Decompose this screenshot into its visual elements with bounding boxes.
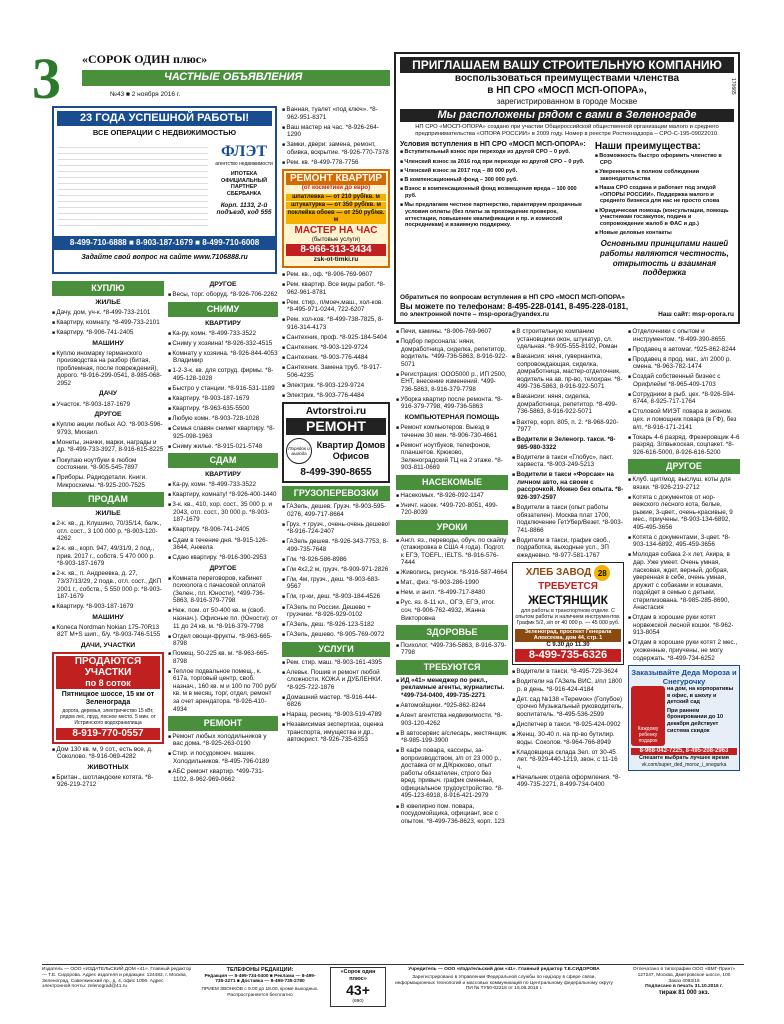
sro-advantage: ■ Возможность быстро оформить членство в СРО xyxy=(595,153,734,166)
list-item: ■ Ремонт любых холодильников у вас дома. *8-925-263-0190 xyxy=(168,733,278,748)
list-item: ■ Агент агентства недвижимости. *8-903-120-4262 xyxy=(396,712,508,727)
list-item: ■ ГАЗель, дешево. *8-905-769-0972 xyxy=(282,631,390,639)
list-item: ■ Сдам в течение дня. *8-915-126-3644, Анжела xyxy=(168,537,278,552)
list-item: ■ Сниму у хозяина! *8-926-332-4515 xyxy=(168,340,278,348)
list-item: ■ Водители в такси «Форсаж» на личном авто, на своем с рассрочкой. Можно без опыта. *8-926-397-2597 xyxy=(512,471,624,501)
list-item: ■ Г/м, гр-ки, деш. *8-903-184-4526 xyxy=(282,593,390,601)
sro-motto: Основными принципами нашей работы являются честность, открытость и взаимная поддержка xyxy=(600,239,729,278)
list-item: ■ Нем. и англ. *8-499-717-8480 xyxy=(396,589,508,597)
list-item: ■ Ка-ру, комн. *8-499-733-3522 xyxy=(168,330,278,338)
list-item: ■ Г/м 4х2,2 м, грузч. *8-909-971-2826 xyxy=(282,566,390,574)
page-number: 3 xyxy=(32,46,61,111)
subcat-other: ДРУГОЕ xyxy=(209,281,237,288)
list-item: ■ В автосервис а/слесарь, жестянщик. *8-985-199-3900 xyxy=(396,730,508,745)
sro-contact2: Вы можете по телефонам: 8-495-228-0141, 8-495-228-0181, xyxy=(400,301,629,311)
list-item: ■ 3-к. кв., 410, хор. сост., 35 000 р. и 2043, отл. сост., 30 000 р. *8-903-187-1679 xyxy=(168,501,278,524)
avtor-ad-badge: Порядок и выгода xyxy=(286,438,312,464)
list-item: ■ АБС ремонт квартир. *499-731-1102, 8-962-969-0662 xyxy=(168,768,278,783)
avtor-ad-lines: Квартир Домов Офисов xyxy=(316,440,386,462)
footer-printer: Отпечатано в типографии ООО «ВМГ-Принт» 127247, Москва, Дмитровское шоссе, 100 xyxy=(632,967,736,978)
realty-ad xyxy=(52,106,277,274)
list-item: ■ Квартиру. *8-906-741-2405 xyxy=(52,329,164,337)
list-item: ■ Рем. стир. маш. *8-903-161-4395 xyxy=(282,659,390,667)
list-item: ■ Вакансии: няня, сиделка, домработница, репетитор. *8-499-736-5863, 8-916-922-5071 xyxy=(512,393,624,416)
list-item: ■ ГАЗель дешев. *8-926-343-7753, 8-499-735-7648 xyxy=(282,538,390,553)
list-item: ■ Водители в Зеленогр. такси. *8-985-980-3322 xyxy=(512,436,624,451)
list-item: ■ Рем. кв., оф. *8-906-769-9607 xyxy=(282,271,390,279)
sro-code: 170665 xyxy=(730,78,736,95)
list-item: ■ Покупаю ноутбуки в любом состоянии. *8-905-545-7897 xyxy=(52,457,164,472)
list-item: ■ Насекомых. *8-926-092-1147 xyxy=(396,492,508,500)
repair-ad-sub: (от косметики до евро) xyxy=(301,185,371,192)
list-item: ■ Ванная, туалет «под ключ». *8-962-951-8371 xyxy=(282,106,390,121)
list-item: ■ Вакансия: няня, гувернантка, сопровождающая, сиделка, домработница, мастер-отделочник, водитель на ав. пр-во, телохран. *8-499-736-5863, 8-916-922-5071 xyxy=(512,353,624,391)
list-item: ■ Клуб. щит/мод. выслуш. коты для вязки. *8-926-219-2712 xyxy=(628,476,740,491)
avtorstroi-ad xyxy=(282,402,390,483)
avtor-ad-site: Avtorstroi.ru xyxy=(305,406,367,418)
list-item: ■ Ка-ру, комн. *8-499-733-3522 xyxy=(168,481,278,489)
santa-ad xyxy=(628,665,740,771)
price-list xyxy=(58,142,208,230)
footer-phones: Редакция — 8-499-734-0400 ■ Реклама — 8-499-735-2271 ■ Доставка — 8-499-735-2780 xyxy=(204,973,316,985)
list-item: ■ В строительную компанию установщики окон, штукатур, сл. сдельная. *8-905-555-8192, Роман xyxy=(512,328,624,351)
category-cargo: ГРУЗОПЕРЕВОЗКИ xyxy=(282,486,390,501)
list-item: ■ Ваш мастер на час. *8-926-264-1290 xyxy=(282,124,390,139)
list-item: ■ Водители в такси «Глобус», пакт. харвеста. *8-903-249-5213 xyxy=(512,454,624,469)
sro-advantage: ■ Уверенность в полном соблюдении законодательства xyxy=(595,169,734,182)
list-item: ■ Начальник отдела оформления. *8-499-735-2271, 8-499-734-0400 xyxy=(512,774,624,789)
list-item: ■ Квартиру, комнату! *8-926-400-1440 xyxy=(168,491,278,499)
list-item: ■ Независимая экспертиза, оценка транспорта, имущества и др., автоюрист. *8-926-735-6353 xyxy=(282,721,390,744)
sro-contact4: Наш сайт: msp-opora.ru xyxy=(658,311,734,319)
repair-ad-line: поклейка обоев — от 250 руб/кв. м xyxy=(287,209,385,224)
list-item: ■ Квартиру. *8-906-741-2405 xyxy=(168,526,278,534)
list-item: ■ Куплю иномарку германского производства на разбор (битая, проблемная, после повреждений), дорого. *8-916-299-0541, 8-985-068-2952 xyxy=(52,350,164,388)
plots-ad xyxy=(52,652,164,744)
sro-line3: в НП СРО «МОСП МСП-ОПОРА», xyxy=(487,85,647,97)
list-item: ■ Водители в такси. *8-495-729-3624 xyxy=(512,668,624,676)
sro-intro: НП СРО «МОСП-ОПОРА» создано при участии Общероссийской общественной организации малого и среднего предпринимательства «ОПОРА РОССИИ» в 2009 году. Номер в реестре Ростехнадзора – СРО-С-195-09022010. xyxy=(415,124,719,138)
list-item: ■ Любую комн. *8-903-728-1028 xyxy=(168,415,278,423)
list-item: ■ ГАЗель, дешев. Грузч. *8-903-595-0276, 499-717-8664 xyxy=(282,503,390,518)
hleb-phone: 8-499-735-6326 xyxy=(515,649,621,662)
category-repair: РЕМОНТ xyxy=(168,716,278,731)
sro-advantage: ■ Наша СРО создана и работает под эгидой «ОПОРЫ РОССИИ». Поддержка малого и среднего бизнеса для нас не просто слова xyxy=(595,185,734,205)
category-lessons: УРОКИ xyxy=(396,520,508,535)
subcat-dacha: ДАЧУ xyxy=(98,390,118,398)
list-item: ■ Рем. хол-ков. *8-499-738-7825, 8-916-314-4173 xyxy=(282,316,390,331)
subcat-other: ДРУГОЕ xyxy=(94,411,122,419)
sro-condition: ■ Вступительный взнос при переходе из другой СРО – 0 руб. xyxy=(400,149,589,156)
subcat-housing: ЖИЛЬЕ xyxy=(95,298,121,306)
issue-line: №43 ■ 2 ноября 2016 г. xyxy=(110,91,181,98)
list-item: ■ Электрик. *8-903-129-9724 xyxy=(282,382,390,390)
hleb-address: Зеленоград, проспект Генерала Алексеева, дом 44, стр. 1 xyxy=(515,629,621,642)
page-footer xyxy=(42,964,744,1018)
list-item: ■ Водители на ГАЗель ВИС, з/пл 1800 р. в день. *8-916-424-4184 xyxy=(512,678,624,693)
list-item: ■ Британ., шотландские котята. *8-926-219-2712 xyxy=(52,774,164,789)
hleb-role: ЖЕСТЯНЩИК xyxy=(528,593,608,608)
list-item: ■ Мат., физ. *8-903-286-1990 xyxy=(396,579,508,587)
list-item: ■ 2-к. кв., д. Клушино, 70/35/14, балк., отл. сост., 3 100 000 р. *8-903-120-4262 xyxy=(52,520,164,543)
realty-ad-subtitle: ВСЕ ОПЕРАЦИИ С НЕДВИЖИМОСТЬЮ xyxy=(92,128,237,138)
list-item: ■ Печи, камины. *8-906-769-9607 xyxy=(396,328,508,336)
column-4 xyxy=(396,328,508,962)
sro-condition: ■ Членский взнос за 2017 год – 80 000 руб. xyxy=(400,168,589,175)
footer-reception: ПРИЕМ ЗВОНКОВ с 9.00 до 18.00, кроме выходных. Распространяется бесплатно xyxy=(201,987,319,998)
footer-issue-number: (690) xyxy=(352,998,364,1004)
footer-registration: Зарегистрировано в Управлении Федеральной службы по надзору в сфере связи, информационных технологий и массовых коммуникаций по Центральному федеральному округу ПИ № ТУ50-02218 от 16.06.2016 г. xyxy=(395,974,613,992)
column-6 xyxy=(628,328,740,962)
sro-ad xyxy=(394,52,740,324)
list-item: ■ Квартиру. *8-903-187-1679 xyxy=(52,603,164,611)
list-item: ■ Англ. яз., переводы, обуч. по скайпу (стажировка в США 4 года). Подгот. к ЕГЭ, TOEFL, IELTS. *8-916-576-7444 xyxy=(396,537,508,567)
list-item: ■ Сниму жилье. *8-915-021-5748 xyxy=(168,443,278,451)
list-item: ■ ГАЗель, деш. *8-926-123-5182 xyxy=(282,621,390,629)
list-item: ■ Сдаю квартиру. *8-916-390-2953 xyxy=(168,554,278,562)
santa-title: Заказывайте Деда Мороза и Снегурочку xyxy=(631,668,737,687)
list-item: ■ Теплое подвальное помещ., к. 617а, торговый центр, своб. назнач., 160 кв. м и 100 по 700 руб/кв. м в месяц, торг, отдел, ремонт за счет арендатора. *8-926-410-4934 xyxy=(168,668,278,713)
hleb-ad xyxy=(512,562,624,665)
list-item: ■ Продавец в прод. маг., з/п 2000 р. смена. *8-963-782-1474 xyxy=(628,356,740,371)
footer-order: Заказ 4093/16 xyxy=(668,978,700,984)
list-item: ■ Продавец в автомаг. *925-862-8244 xyxy=(628,346,740,354)
list-item: ■ Квартиру, комнату. *8-499-733-2101 xyxy=(52,319,164,327)
sro-line2: воспользоваться преимуществами членства xyxy=(454,73,680,85)
list-item: ■ Создай собственный бизнес с Орифлейм! *8-965-409-1703 xyxy=(628,373,740,388)
subcat-computer-help: КОМПЬЮТЕРНАЯ ПОМОЩЬ xyxy=(404,413,500,421)
list-item: ■ Домашний мастер. *8-916-444-6826 xyxy=(282,694,390,709)
list-item: ■ Дачу, дом, уч-к. *8-499-733-2101 xyxy=(52,309,164,317)
column-1 xyxy=(52,278,164,962)
list-item: ■ Помещ. 50-225 кв. м. *8-963-665-8798 xyxy=(168,650,278,665)
list-item: ■ Уборка квартир после ремонта. *8-916-379-7798, 499-736-5863 xyxy=(396,396,508,411)
repair-ad-master-sub: (бытовые услуги) xyxy=(311,237,361,244)
category-services: УСЛУГИ xyxy=(282,642,390,657)
sro-title: ПРИГЛАШАЕМ ВАШУ СТРОИТЕЛЬНУЮ КОМПАНИЮ xyxy=(400,57,734,73)
plots-ad-text1: Пятницкое шоссе, 15 км от Зеленограда xyxy=(61,690,155,707)
repair-ad xyxy=(282,169,390,268)
list-item: ■ В ювелирно пом. повара, посудомойщика, официант, все с опытом. *8-499-736-8623, корп. 123 xyxy=(396,803,508,826)
list-item: ■ В кафе повара, кассиры, за-вопроизводством, з/п от 23 000 р., доставка от м.Д/Крюково, опыт работы обязателен, строго без вред. привыч. график сменный, официальное трудоустройство. *8-495-123-6918, 8-916-421-2979 xyxy=(396,747,508,800)
list-item: ■ Электрик. *8-903-776-4484 xyxy=(282,392,390,400)
santa-badge: Каждому ребенку подарок xyxy=(631,686,665,746)
list-item: ■ Рем. квартир. Все виды работ. *8-962-961-8781 xyxy=(282,281,390,296)
footer-circulation: тираж 81 000 экз. xyxy=(658,990,710,996)
sro-contact3: по электронной почте – msp-opora@yandex.ru xyxy=(400,311,549,319)
hleb-number: 28 xyxy=(594,565,610,581)
sro-line5: Мы расположены рядом с вами в Зеленограде xyxy=(400,109,734,122)
realty-ad-title: 23 ГОДА УСПЕШНОЙ РАБОТЫ! xyxy=(57,111,272,126)
footer-signed: Подписано в печать 31.10.2016 г. xyxy=(645,984,723,990)
list-item: ■ Колеса Nordman Nokian 175-70R13 82T M+S шип., б/у. *8-903-746-5155 xyxy=(52,624,164,639)
realty-brand: ФЛЭТ xyxy=(221,143,267,160)
list-item: ■ 2-к. кв., корп. 947, 49/31/9, 2 под., прив. 2017 г., собств. 5 470 000 р. *8-903-187-1679 xyxy=(52,545,164,568)
list-item: ■ Приборы. Радиодетали. Книги. Микросхемы. *8-925-200-7525 xyxy=(52,474,164,489)
avtor-ad-phone: 8-499-390-8655 xyxy=(300,467,372,479)
list-item: ■ Неж. пом. от 50-400 кв. м (своб. назнач.). Офисные пл. (Юности): от 11 до 24 кв. м. *8-916-379-7798 xyxy=(168,607,278,630)
subcat-other: ДРУГОЕ xyxy=(209,564,237,572)
hleb-required: ТРЕБУЕТСЯ xyxy=(538,581,598,593)
section-title: ЧАСТНЫЕ ОБЪЯВЛЕНИЯ xyxy=(82,70,390,86)
sro-advantage: ■ Юридическая помощь (консультации, помощь участникам госзакупок, подача и сопровождение жалоб в ФАС и др.) xyxy=(595,208,734,228)
list-item: ■ Рем. кв. *8-499-778-7756 xyxy=(282,159,390,167)
list-item: ■ Отделочники с опытом и инструментом. *8-499-390-8655 xyxy=(628,328,740,343)
list-item: ■ Рус. яз. 8-11 кл., ОГЭ, ЕГЭ, итог. соч. *8-906-762-4932, Жанна Викторовна xyxy=(396,599,508,622)
subcat-animals: ЖИВОТНЫХ xyxy=(87,763,129,771)
list-item: ■ Семья славян снимет квартиру. *8-925-098-1963 xyxy=(168,425,278,440)
category-rent-in: СНИМУ xyxy=(168,302,278,317)
category-sell: ПРОДАМ xyxy=(52,492,164,507)
sro-condition: ■ Членский взнос за 2016 год при переходе из другой СРО – 0 руб. xyxy=(400,159,589,166)
list-item: ■ Сотрудники в рыб. цех. *8-926-594-6744, 8-925-717-1764 xyxy=(628,391,740,406)
repair-ad-phone: 8-966-313-3434 xyxy=(286,244,386,256)
list-item: ■ Г/м. *8-926-586-8986 xyxy=(282,556,390,564)
list-item: ■ Груз. + грузч., очень-очень дешево! *8-916-724-2407 xyxy=(282,521,390,536)
list-item: ■ Сантехник. *8-903-129-9724 xyxy=(282,344,390,352)
list-item: ■ ГАЗель по России. Дешево + грузчики. *8-926-929-0102 xyxy=(282,604,390,619)
category-health: ЗДОРОВЬЕ xyxy=(396,625,508,640)
list-item: ■ Вахтер, корп. 805, п. 2. *8-968-920-7977 xyxy=(512,419,624,434)
sro-conditions-title: Условия вступления в НП СРО «МОСП МСП-ОПОРА»: xyxy=(400,141,586,149)
realty-partner: ИПОТЕКА ОФИЦИАЛЬНЫЙ ПАРТНЕР СБЕРБАНКА xyxy=(220,171,268,197)
list-item: ■ Ремонт компьютеров. Выезд в течение 30 мин. *8-906-730-4661 xyxy=(396,424,508,439)
list-item: ■ Сантехник, проф. *8-925-184-5404 xyxy=(282,334,390,342)
list-item: ■ Уничт. насек. *499-720-8051, 499-720-8039 xyxy=(396,502,508,517)
list-item: ■ Наращ. ресниц. *8-903-519-4789 xyxy=(282,711,390,719)
list-item: ■ Участок. *8-903-187-1679 xyxy=(52,401,164,409)
list-item: ■ ИД «41» менеджер по рекл., рекламные агенты, журналисты. *499-734-0400, 499-735-2271 xyxy=(396,677,508,700)
repair-ad-line: штукатурка — от 350 руб/кв. м xyxy=(286,202,386,209)
category-other: ДРУГОЕ xyxy=(628,459,740,474)
repair-ad-master: МАСТЕР НА ЧАС xyxy=(294,225,378,237)
santa-site: vk.com/super_ded_moroz_i_snegurka xyxy=(641,761,727,768)
avtor-ad-title: РЕМОНТ xyxy=(286,418,386,435)
list-item: ■ Водители в такси, график своб., подработка, выходные усл., ЗП ежедневно. *8-977-581-1767 xyxy=(512,537,624,560)
list-item: ■ Быстро у станции. *8-916-531-1189 xyxy=(168,385,278,393)
repair-ad-title: РЕМОНТ КВАРТИР xyxy=(286,173,386,185)
list-item: ■ Отдам в хорошие руки котят 2 мес., ухоженные, приучены, не могу содержать. *8-499-734-6252 xyxy=(628,639,740,662)
list-item: ■ 1-2-3-к. кв. для сотруд. фирмы. *8-495-128-1028 xyxy=(168,367,278,382)
plots-ad-phone: 8-919-770-0557 xyxy=(56,728,160,740)
footer-title-box: «Сорок один плюс» xyxy=(340,969,376,982)
list-item: ■ Молодая собака 2-х лет, Акира, в дар. Уже умеет. Очень умная, ласковая, ждет, верный, добрая, уверенная в себе, очень умная, дружит с собаками и кошками, подойдет в семью с детьми, стерилизована. *8-985-285-8690, Анастасия xyxy=(628,551,740,611)
publication-name: «СОРОК ОДИН плюс» xyxy=(82,52,208,66)
subcat-car: МАШИНУ xyxy=(92,613,124,621)
subcat-housing: ЖИЛЬЕ xyxy=(95,510,121,518)
repair-ad-line: шпатлевка — от 210 руб/кв. м xyxy=(286,194,386,201)
footer-founder: Учредитель — ООО «Издательский дом «41». Главный редактор Т.Е.СИДОРОВА xyxy=(408,967,600,972)
plots-ad-subtitle: по 8 соток xyxy=(56,678,160,689)
subcat-apartment: КВАРТИРУ xyxy=(205,319,241,327)
sro-condition: ■ В компенсационный фонд – 300 000 руб. xyxy=(400,177,589,184)
repair-ad-site: zsk-ot-timki.ru xyxy=(313,256,359,264)
list-item: ■ Психолог. *499-736-5863, 8-916-379-7798 xyxy=(396,642,508,657)
list-item: ■ Дом 130 кв. м, 9 сот., есть все, д. Соколово. *8-916-069-4282 xyxy=(52,746,164,761)
list-item: ■ Кладовщица склада Зел. от 30-45 лет. *8-929-440-1219, звон. с 11-16 ч. xyxy=(512,749,624,772)
list-item: ■ Автомойщики. *925-862-8244 xyxy=(396,702,508,710)
list-item: ■ 2-к. кв., п. Андреевка, д. 27, 73/37/13/29, 2 подв., отл. сост., ДКП 2001 г., собств., 5 550 000 р. *8-903-187-1679 xyxy=(52,570,164,600)
footer-publisher: Издатель — ООО «ИЗДАТЕЛЬСКИЙ ДОМ «41». Главный редактор — Т.Е. Сидорова. Адрес издателя и редакции: 124482, г. Москва, Зеленоград, Савелкинский пр., д. 4, офис 1006. Адрес электронной почты: zelenograd@41.ru xyxy=(42,967,192,990)
category-wanted: ТРЕБУЮТСЯ xyxy=(396,660,508,675)
hleb-text: для работы в транспортном отделе. С опытом работы и наличием инструментов. График 5/2, з/п от 40 000 р. — 45 000 руб. xyxy=(515,607,621,627)
sro-advantages-title: Наши преимущества: xyxy=(594,141,701,153)
list-item: ■ Водители в такси (опыт работы обязателен). Москва плат 1700, подключение ГетУбер/Везет. *8-903-741-8866 xyxy=(512,504,624,534)
subcat-apartment: КВАРТИРУ xyxy=(205,471,241,479)
sro-advantage: ■ Новые деловые контакты xyxy=(595,230,734,237)
column-2 xyxy=(168,278,278,962)
realty-brand-sub: агентство недвижимости xyxy=(215,161,273,168)
santa-text2: При раннем бронировании до 10 декабря действует система скидок xyxy=(667,707,724,734)
category-insects: НАСЕКОМЫЕ xyxy=(396,475,508,490)
list-item: ■ Котята с документов от нор-вежского лесного кота, белые, рыжие, 3-цвет., очень-красивые, 9 мес., приучены. *8-903-134-6892, 495-495-3656 xyxy=(628,494,740,532)
footer-phones-title: ТЕЛЕФОНЫ РЕДАКЦИИ: xyxy=(226,967,294,973)
realty-phones: 8-499-710-6888 ■ 8-903-187-1679 ■ 8-499-710-6008 xyxy=(54,236,275,250)
sro-condition: ■ Взнос в компенсационный фонд возмещения вреда – 100 000 руб. xyxy=(400,186,589,199)
list-item: ■ Живопись, рисунок. *8-916-587-4664 xyxy=(396,569,508,577)
list-item: ■ Дет. сад №138 «Теремок» (Голубое) срочно Музыкальный руководитель, воспитатель. *8-495-536-2599 xyxy=(512,696,624,719)
list-item: ■ Рем. стир., п/моеч.маш., хол-ков. *8-495-971-0244, 722-6207 xyxy=(282,299,390,314)
column-3 xyxy=(282,106,390,962)
list-item: ■ Женщ. 30-40 л. на пр-во бутилир. воды. Соколов. *8-964-766-8949 xyxy=(512,731,624,746)
santa-footer: Спешите выбрать лучшее время xyxy=(638,755,729,762)
list-item: ■ Сантехник. Замена труб. *8-917-506-4235 xyxy=(282,364,390,379)
list-item: ■ Монеты, значки, марки, награды и др. *8-499-733-3927, 8-916-615-8225 xyxy=(52,439,164,454)
footer-age: 43+ xyxy=(346,982,370,999)
list-item: ■ Стир. и посудомоеч. машин. Холодильников. *8-495-796-0189 xyxy=(168,750,278,765)
hleb-hours: С 9.30 до 11.30 xyxy=(546,641,590,648)
santa-phone: 8-968-042-7225, 8-495-208-2963 xyxy=(631,748,737,755)
santa-text1: на дом, на корпоративы в офис, в школу и детский сад xyxy=(667,686,734,706)
list-item: ■ Г/м, 4м, грузч., деш. *8-903-683-9567 xyxy=(282,576,390,591)
list-item: ■ Квартиру. *8-963-635-5500 xyxy=(168,405,278,413)
hleb-brand: ХЛЕБ ЗАВОД xyxy=(525,567,592,579)
list-item: ■ Сантехник. *8-903-776-4484 xyxy=(282,354,390,362)
list-item: ■ Куплю акции любых АО. *8-903-596-9793, Михаил. xyxy=(52,421,164,436)
list-item: ■ Отдам в хорошие руки котят норвежской лесной кошки. *8-962-913-8054 xyxy=(628,614,740,637)
list-item: ■ Ремонт ноутбуков, телефонов, планшетов. Крюково, Зеленоградский ТЦ на 2 этаже. *8-903-811-0669 xyxy=(396,442,508,472)
list-item: ■ Регистрация: ООО5000 р., ИП 2500, ЕНТ, внесение изменений. *499-736-5863, 8-916-379-7798 xyxy=(396,371,508,394)
category-rent-out: СДАМ xyxy=(168,453,278,468)
column-5 xyxy=(512,328,624,962)
subcat-plots: ДАЧИ, УЧАСТКИ xyxy=(80,641,136,649)
list-item: ■ Комната переговоров, кабинет психолога с пачасовой оплатой (Зелен., пл. Юности). *499-736-5863, 8-916-379-7798 xyxy=(168,575,278,605)
list-item: ■ Подбор персонала: няни, домработница, сиделка, репетитор, водитель. *499-736-5863, 8-916-922-5071 xyxy=(396,338,508,368)
plots-ad-text2: дорога, деревья, электричество 15 кВт, рядом лес, пруд, лесное место. 5 мин. от Истринского водохранилища xyxy=(60,707,156,726)
list-item: ■ Столовой МИЭТ повара в эконом. цех. и помощник повара (в ГФ), без в/п. *8-916-171-2141 xyxy=(628,408,740,431)
list-item: ■ Токарь 4-6 разряд. Фрезеровщик 4-6 разряд. З/лвыкоская, соцпакет. *8-926-616-5000, 8-926-616-5200 xyxy=(628,434,740,457)
list-item: ■ Диспетчер в такси. *8-925-424-0902 xyxy=(512,721,624,729)
realty-address: Корп. 1133, 2-й подъезд, код 555 xyxy=(216,201,272,217)
list-item: ■ Отдел овощи-фрукты. *8-963-665-8798 xyxy=(168,633,278,648)
sro-contact1: Обратиться по вопросам вступления в НП СРО «МОСП МСП-ОПОРА» xyxy=(400,293,625,301)
plots-ad-title: ПРОДАЮТСЯ УЧАСТКИ xyxy=(56,656,160,678)
list-item: ■ Котята с документами, 3-цвет. *8-903-134-6892, 495-459-3656 xyxy=(628,534,740,549)
realty-site: Задайте свой вопрос на сайте www.7106888.ru xyxy=(81,254,248,261)
list-item: ■ Весы, торг. оборуд. *8-926-706-2262 xyxy=(168,291,278,299)
sro-condition: ■ Мы предлагаем честное партнерство, гарантируем прозрачные условия оплаты (без платы за прохождение проверок, аттестации, повышение квалификации и пр. и комиссий посредникам) и взаимную поддержку. xyxy=(400,202,589,229)
list-item: ■ Комнату у хозяина. *8-926-844-4053 Владимир xyxy=(168,350,278,365)
list-item: ■ Алевьк. Пошив и ремонт любой сложности. КОЖА и ДУБЛЕНКИ. *8-925-722-1876 xyxy=(282,669,390,692)
list-item: ■ Квартиру. *8-903-187-1679 xyxy=(168,395,278,403)
sro-line4: зарегистрированном в городе Москве xyxy=(496,97,638,107)
category-buy: КУПЛЮ xyxy=(52,281,164,296)
list-item: ■ Замки, двери: замена, ремонт, обивка, вскрытие. *8-926-770-7378 xyxy=(282,141,390,156)
subcat-car: МАШИНУ xyxy=(92,339,124,347)
